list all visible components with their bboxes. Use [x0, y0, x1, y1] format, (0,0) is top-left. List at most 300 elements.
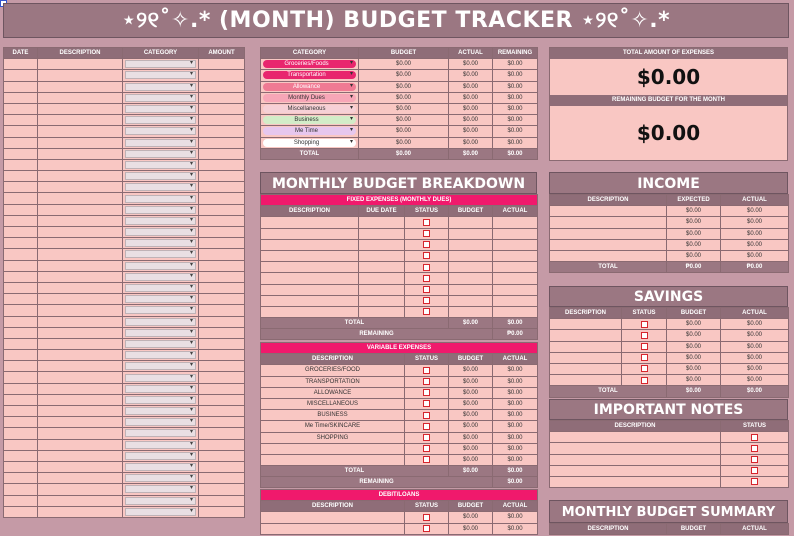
- date-cell[interactable]: [4, 484, 38, 495]
- amount-cell[interactable]: [199, 103, 245, 114]
- date-cell[interactable]: [4, 182, 38, 193]
- budget-cell[interactable]: $0.00: [449, 432, 493, 443]
- description-cell[interactable]: [261, 273, 359, 284]
- description-cell[interactable]: [38, 148, 123, 159]
- status-checkbox[interactable]: [423, 264, 430, 271]
- description-cell[interactable]: [261, 454, 405, 465]
- description-cell[interactable]: SHOPPING: [261, 432, 405, 443]
- budget-cell[interactable]: [449, 284, 493, 295]
- category-dropdown[interactable]: [125, 429, 196, 437]
- amount-cell[interactable]: [199, 171, 245, 182]
- category-chip[interactable]: Me Time ▾: [263, 127, 356, 135]
- date-cell[interactable]: [4, 126, 38, 137]
- category-dropdown[interactable]: [125, 105, 196, 113]
- expected-cell[interactable]: $0.00: [667, 250, 721, 261]
- amount-cell[interactable]: [199, 70, 245, 81]
- budget-cell[interactable]: $0.00: [449, 454, 493, 465]
- amount-cell[interactable]: [199, 473, 245, 484]
- status-checkbox[interactable]: [751, 445, 758, 452]
- amount-cell[interactable]: [199, 137, 245, 148]
- category-dropdown[interactable]: [125, 351, 196, 359]
- category-dropdown[interactable]: [125, 306, 196, 314]
- budget-cell[interactable]: $0.00: [449, 398, 493, 409]
- date-cell[interactable]: [4, 316, 38, 327]
- budget-cell[interactable]: $0.00: [449, 512, 493, 523]
- amount-cell[interactable]: [199, 350, 245, 361]
- actual-cell[interactable]: $0.00: [721, 341, 789, 352]
- status-checkbox[interactable]: [423, 367, 430, 374]
- description-cell[interactable]: [38, 450, 123, 461]
- date-cell[interactable]: [4, 171, 38, 182]
- status-checkbox[interactable]: [423, 241, 430, 248]
- description-cell[interactable]: [38, 92, 123, 103]
- description-cell[interactable]: [261, 443, 405, 454]
- actual-cell[interactable]: [493, 250, 538, 261]
- actual-cell[interactable]: $0.00: [721, 250, 789, 261]
- category-dropdown[interactable]: [125, 195, 196, 203]
- category-dropdown[interactable]: [125, 497, 196, 505]
- budget-cell[interactable]: [449, 250, 493, 261]
- due-date-cell[interactable]: [359, 228, 405, 239]
- budget-cell[interactable]: [449, 239, 493, 250]
- category-dropdown[interactable]: [125, 374, 196, 382]
- description-cell[interactable]: [38, 271, 123, 282]
- description-cell[interactable]: [38, 238, 123, 249]
- category-dropdown[interactable]: [125, 463, 196, 471]
- description-cell[interactable]: [550, 217, 667, 228]
- budget-cell[interactable]: $0.00: [667, 341, 721, 352]
- category-dropdown[interactable]: [125, 228, 196, 236]
- amount-cell[interactable]: [199, 439, 245, 450]
- expected-cell[interactable]: $0.00: [667, 228, 721, 239]
- description-cell[interactable]: [550, 465, 721, 476]
- actual-cell[interactable]: $0.00: [721, 375, 789, 386]
- description-cell[interactable]: [38, 350, 123, 361]
- category-chip[interactable]: Miscellaneous ▾: [263, 105, 356, 113]
- category-chip[interactable]: Shopping ▾: [263, 139, 356, 147]
- description-cell[interactable]: [38, 495, 123, 506]
- description-cell[interactable]: [38, 137, 123, 148]
- status-checkbox[interactable]: [641, 365, 648, 372]
- due-date-cell[interactable]: [359, 273, 405, 284]
- budget-cell[interactable]: $0.00: [667, 363, 721, 374]
- description-cell[interactable]: [38, 473, 123, 484]
- budget-cell[interactable]: $0.00: [449, 387, 493, 398]
- category-dropdown[interactable]: [125, 418, 196, 426]
- budget-cell[interactable]: $0.00: [359, 137, 449, 148]
- actual-cell[interactable]: $0.00: [721, 217, 789, 228]
- description-cell[interactable]: [38, 103, 123, 114]
- amount-cell[interactable]: [199, 327, 245, 338]
- status-checkbox[interactable]: [423, 445, 430, 452]
- budget-cell[interactable]: $0.00: [449, 443, 493, 454]
- description-cell[interactable]: [38, 215, 123, 226]
- status-checkbox[interactable]: [423, 275, 430, 282]
- actual-cell[interactable]: $0.00: [721, 239, 789, 250]
- amount-cell[interactable]: [199, 495, 245, 506]
- description-cell[interactable]: [38, 439, 123, 450]
- amount-cell[interactable]: [199, 59, 245, 70]
- description-cell[interactable]: [38, 327, 123, 338]
- status-checkbox[interactable]: [423, 219, 430, 226]
- amount-cell[interactable]: [199, 215, 245, 226]
- category-dropdown[interactable]: [125, 340, 196, 348]
- amount-cell[interactable]: [199, 271, 245, 282]
- amount-cell[interactable]: [199, 249, 245, 260]
- date-cell[interactable]: [4, 450, 38, 461]
- category-dropdown[interactable]: [125, 273, 196, 281]
- category-dropdown[interactable]: [125, 71, 196, 79]
- date-cell[interactable]: [4, 327, 38, 338]
- amount-cell[interactable]: [199, 506, 245, 517]
- actual-cell[interactable]: [493, 228, 538, 239]
- status-checkbox[interactable]: [641, 343, 648, 350]
- date-cell[interactable]: [4, 238, 38, 249]
- amount-cell[interactable]: [199, 182, 245, 193]
- actual-cell[interactable]: $0.00: [721, 206, 789, 217]
- expected-cell[interactable]: $0.00: [667, 217, 721, 228]
- description-cell[interactable]: [38, 115, 123, 126]
- status-checkbox[interactable]: [751, 434, 758, 441]
- date-cell[interactable]: [4, 506, 38, 517]
- status-checkbox[interactable]: [423, 514, 430, 521]
- description-cell[interactable]: [38, 484, 123, 495]
- category-dropdown[interactable]: [125, 262, 196, 270]
- amount-cell[interactable]: [199, 305, 245, 316]
- description-cell[interactable]: [550, 476, 721, 487]
- budget-cell[interactable]: $0.00: [359, 92, 449, 103]
- date-cell[interactable]: [4, 282, 38, 293]
- status-checkbox[interactable]: [423, 378, 430, 385]
- status-checkbox[interactable]: [423, 230, 430, 237]
- budget-cell[interactable]: [449, 217, 493, 228]
- category-dropdown[interactable]: [125, 329, 196, 337]
- description-cell[interactable]: [38, 406, 123, 417]
- description-cell[interactable]: [38, 159, 123, 170]
- category-chip[interactable]: Allowance ▾: [263, 83, 356, 91]
- description-cell[interactable]: [38, 182, 123, 193]
- budget-cell[interactable]: $0.00: [359, 70, 449, 81]
- amount-cell[interactable]: [199, 361, 245, 372]
- status-checkbox[interactable]: [641, 332, 648, 339]
- amount-cell[interactable]: [199, 260, 245, 271]
- description-cell[interactable]: [38, 204, 123, 215]
- description-cell[interactable]: [261, 228, 359, 239]
- description-cell[interactable]: [261, 217, 359, 228]
- description-cell[interactable]: [550, 454, 721, 465]
- status-checkbox[interactable]: [751, 478, 758, 485]
- description-cell[interactable]: [261, 512, 405, 523]
- description-cell[interactable]: [550, 443, 721, 454]
- date-cell[interactable]: [4, 249, 38, 260]
- budget-cell[interactable]: $0.00: [359, 59, 449, 70]
- budget-cell[interactable]: $0.00: [359, 126, 449, 137]
- description-cell[interactable]: [38, 394, 123, 405]
- description-cell[interactable]: Me Time/SKINCARE: [261, 421, 405, 432]
- category-dropdown[interactable]: [125, 295, 196, 303]
- date-cell[interactable]: [4, 394, 38, 405]
- category-dropdown[interactable]: [125, 217, 196, 225]
- description-cell[interactable]: [261, 239, 359, 250]
- status-checkbox[interactable]: [423, 297, 430, 304]
- budget-cell[interactable]: $0.00: [449, 421, 493, 432]
- actual-cell[interactable]: $0.00: [721, 319, 789, 330]
- amount-cell[interactable]: [199, 238, 245, 249]
- description-cell[interactable]: [550, 363, 622, 374]
- budget-cell[interactable]: $0.00: [449, 523, 493, 534]
- description-cell[interactable]: [38, 282, 123, 293]
- amount-cell[interactable]: [199, 126, 245, 137]
- description-cell[interactable]: [550, 432, 721, 443]
- budget-cell[interactable]: $0.00: [359, 115, 449, 126]
- status-checkbox[interactable]: [423, 456, 430, 463]
- status-checkbox[interactable]: [423, 434, 430, 441]
- amount-cell[interactable]: [199, 461, 245, 472]
- category-dropdown[interactable]: [125, 172, 196, 180]
- description-cell[interactable]: [550, 330, 622, 341]
- description-cell[interactable]: [38, 372, 123, 383]
- budget-cell[interactable]: [449, 273, 493, 284]
- budget-cell[interactable]: $0.00: [359, 103, 449, 114]
- amount-cell[interactable]: [199, 450, 245, 461]
- expected-cell[interactable]: $0.00: [667, 206, 721, 217]
- budget-cell[interactable]: $0.00: [667, 330, 721, 341]
- status-checkbox[interactable]: [423, 252, 430, 259]
- category-dropdown[interactable]: [125, 139, 196, 147]
- category-dropdown[interactable]: [125, 385, 196, 393]
- amount-cell[interactable]: [199, 227, 245, 238]
- description-cell[interactable]: [38, 338, 123, 349]
- budget-cell[interactable]: $0.00: [359, 81, 449, 92]
- amount-cell[interactable]: [199, 92, 245, 103]
- category-dropdown[interactable]: [125, 94, 196, 102]
- date-cell[interactable]: [4, 428, 38, 439]
- budget-cell[interactable]: [449, 306, 493, 317]
- description-cell[interactable]: [38, 316, 123, 327]
- status-checkbox[interactable]: [641, 354, 648, 361]
- category-dropdown[interactable]: [125, 485, 196, 493]
- category-dropdown[interactable]: [125, 362, 196, 370]
- amount-cell[interactable]: [199, 148, 245, 159]
- budget-cell[interactable]: [449, 262, 493, 273]
- category-chip[interactable]: Monthly Dues ▾: [263, 94, 356, 102]
- description-cell[interactable]: [261, 523, 405, 534]
- category-dropdown[interactable]: [125, 474, 196, 482]
- date-cell[interactable]: [4, 361, 38, 372]
- actual-cell[interactable]: $0.00: [721, 363, 789, 374]
- description-cell[interactable]: [38, 461, 123, 472]
- date-cell[interactable]: [4, 92, 38, 103]
- actual-cell[interactable]: [493, 262, 538, 273]
- description-cell[interactable]: [38, 81, 123, 92]
- due-date-cell[interactable]: [359, 262, 405, 273]
- description-cell[interactable]: [261, 284, 359, 295]
- actual-cell[interactable]: [493, 284, 538, 295]
- status-checkbox[interactable]: [751, 456, 758, 463]
- status-checkbox[interactable]: [751, 467, 758, 474]
- description-cell[interactable]: [38, 70, 123, 81]
- actual-cell[interactable]: $0.00: [721, 330, 789, 341]
- actual-cell[interactable]: [493, 273, 538, 284]
- status-checkbox[interactable]: [423, 412, 430, 419]
- description-cell[interactable]: [38, 428, 123, 439]
- date-cell[interactable]: [4, 59, 38, 70]
- date-cell[interactable]: [4, 81, 38, 92]
- date-cell[interactable]: [4, 406, 38, 417]
- expected-cell[interactable]: $0.00: [667, 239, 721, 250]
- category-dropdown[interactable]: [125, 116, 196, 124]
- status-checkbox[interactable]: [423, 389, 430, 396]
- description-cell[interactable]: [550, 206, 667, 217]
- description-cell[interactable]: [38, 249, 123, 260]
- date-cell[interactable]: [4, 417, 38, 428]
- actual-cell[interactable]: $0.00: [721, 228, 789, 239]
- budget-cell[interactable]: $0.00: [667, 319, 721, 330]
- description-cell[interactable]: [38, 171, 123, 182]
- date-cell[interactable]: [4, 193, 38, 204]
- budget-cell[interactable]: $0.00: [449, 376, 493, 387]
- amount-cell[interactable]: [199, 294, 245, 305]
- amount-cell[interactable]: [199, 406, 245, 417]
- description-cell[interactable]: [550, 375, 622, 386]
- amount-cell[interactable]: [199, 204, 245, 215]
- date-cell[interactable]: [4, 338, 38, 349]
- date-cell[interactable]: [4, 70, 38, 81]
- actual-cell[interactable]: [493, 295, 538, 306]
- status-checkbox[interactable]: [641, 321, 648, 328]
- date-cell[interactable]: [4, 461, 38, 472]
- description-cell[interactable]: [550, 352, 622, 363]
- due-date-cell[interactable]: [359, 217, 405, 228]
- date-cell[interactable]: [4, 137, 38, 148]
- status-checkbox[interactable]: [423, 525, 430, 532]
- amount-cell[interactable]: [199, 394, 245, 405]
- date-cell[interactable]: [4, 383, 38, 394]
- actual-cell[interactable]: [493, 306, 538, 317]
- description-cell[interactable]: [550, 319, 622, 330]
- category-dropdown[interactable]: [125, 83, 196, 91]
- category-dropdown[interactable]: [125, 127, 196, 135]
- amount-cell[interactable]: [199, 417, 245, 428]
- budget-cell[interactable]: $0.00: [667, 375, 721, 386]
- actual-cell[interactable]: $0.00: [721, 352, 789, 363]
- category-dropdown[interactable]: [125, 284, 196, 292]
- date-cell[interactable]: [4, 439, 38, 450]
- date-cell[interactable]: [4, 159, 38, 170]
- due-date-cell[interactable]: [359, 295, 405, 306]
- date-cell[interactable]: [4, 350, 38, 361]
- category-dropdown[interactable]: [125, 150, 196, 158]
- description-cell[interactable]: [38, 126, 123, 137]
- category-dropdown[interactable]: [125, 206, 196, 214]
- category-dropdown[interactable]: [125, 183, 196, 191]
- description-cell[interactable]: [38, 383, 123, 394]
- actual-cell[interactable]: [493, 217, 538, 228]
- description-cell[interactable]: ALLOWANCE: [261, 387, 405, 398]
- actual-cell[interactable]: [493, 239, 538, 250]
- category-dropdown[interactable]: [125, 396, 196, 404]
- date-cell[interactable]: [4, 294, 38, 305]
- date-cell[interactable]: [4, 372, 38, 383]
- category-dropdown[interactable]: [125, 441, 196, 449]
- date-cell[interactable]: [4, 115, 38, 126]
- due-date-cell[interactable]: [359, 250, 405, 261]
- description-cell[interactable]: [550, 250, 667, 261]
- budget-cell[interactable]: $0.00: [667, 352, 721, 363]
- description-cell[interactable]: GROCERIES/FOOD: [261, 365, 405, 376]
- amount-cell[interactable]: [199, 484, 245, 495]
- budget-cell[interactable]: $0.00: [449, 410, 493, 421]
- due-date-cell[interactable]: [359, 239, 405, 250]
- amount-cell[interactable]: [199, 338, 245, 349]
- amount-cell[interactable]: [199, 115, 245, 126]
- amount-cell[interactable]: [199, 81, 245, 92]
- description-cell[interactable]: [550, 239, 667, 250]
- date-cell[interactable]: [4, 204, 38, 215]
- date-cell[interactable]: [4, 227, 38, 238]
- category-dropdown[interactable]: [125, 508, 196, 516]
- amount-cell[interactable]: [199, 193, 245, 204]
- status-checkbox[interactable]: [423, 286, 430, 293]
- status-checkbox[interactable]: [423, 400, 430, 407]
- due-date-cell[interactable]: [359, 284, 405, 295]
- category-dropdown[interactable]: [125, 318, 196, 326]
- date-cell[interactable]: [4, 103, 38, 114]
- description-cell[interactable]: [38, 294, 123, 305]
- category-chip[interactable]: Groceries/Foods ▾: [263, 60, 356, 68]
- status-checkbox[interactable]: [423, 308, 430, 315]
- budget-cell[interactable]: [449, 228, 493, 239]
- category-chip[interactable]: Transportation ▾: [263, 71, 356, 79]
- amount-cell[interactable]: [199, 282, 245, 293]
- description-cell[interactable]: TRANSPORTATION: [261, 376, 405, 387]
- date-cell[interactable]: [4, 271, 38, 282]
- category-dropdown[interactable]: [125, 452, 196, 460]
- description-cell[interactable]: [38, 227, 123, 238]
- description-cell[interactable]: MISCELLANEOUS: [261, 398, 405, 409]
- date-cell[interactable]: [4, 260, 38, 271]
- description-cell[interactable]: [38, 305, 123, 316]
- category-dropdown[interactable]: [125, 407, 196, 415]
- category-dropdown[interactable]: [125, 161, 196, 169]
- budget-cell[interactable]: $0.00: [449, 365, 493, 376]
- description-cell[interactable]: [261, 295, 359, 306]
- amount-cell[interactable]: [199, 316, 245, 327]
- description-cell[interactable]: BUSINESS: [261, 410, 405, 421]
- description-cell[interactable]: [38, 260, 123, 271]
- budget-cell[interactable]: [449, 295, 493, 306]
- category-dropdown[interactable]: [125, 60, 196, 68]
- description-cell[interactable]: [261, 262, 359, 273]
- description-cell[interactable]: [550, 228, 667, 239]
- date-cell[interactable]: [4, 215, 38, 226]
- category-dropdown[interactable]: [125, 239, 196, 247]
- category-chip[interactable]: Business ▾: [263, 116, 356, 124]
- description-cell[interactable]: [550, 341, 622, 352]
- category-dropdown[interactable]: [125, 250, 196, 258]
- amount-cell[interactable]: [199, 383, 245, 394]
- status-checkbox[interactable]: [423, 423, 430, 430]
- amount-cell[interactable]: [199, 428, 245, 439]
- description-cell[interactable]: [261, 306, 359, 317]
- description-cell[interactable]: [38, 361, 123, 372]
- description-cell[interactable]: [38, 193, 123, 204]
- date-cell[interactable]: [4, 148, 38, 159]
- description-cell[interactable]: [38, 417, 123, 428]
- date-cell[interactable]: [4, 305, 38, 316]
- status-checkbox[interactable]: [641, 377, 648, 384]
- date-cell[interactable]: [4, 473, 38, 484]
